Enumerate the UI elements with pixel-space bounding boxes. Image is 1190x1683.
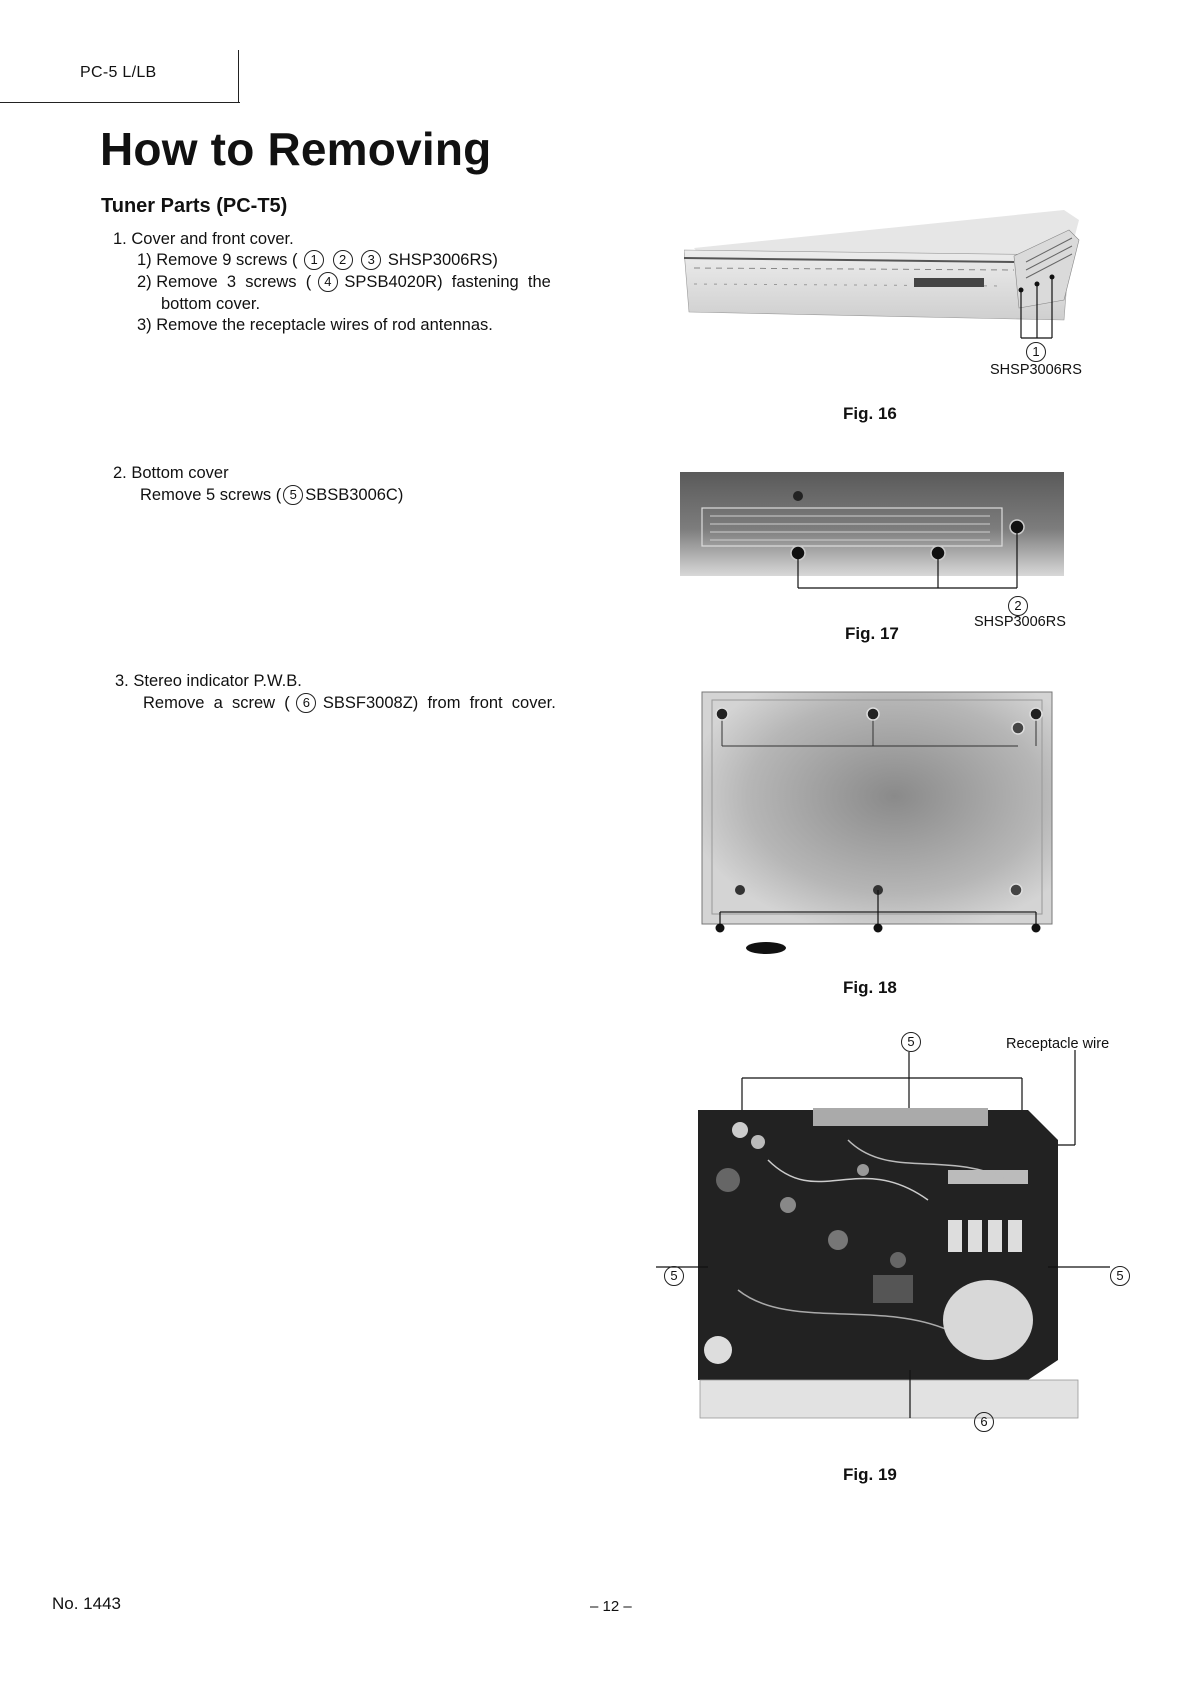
step-2-heading: 2. Bottom cover bbox=[113, 464, 229, 482]
step-2-line: Remove 5 screws ( 5 SBSB3006C) bbox=[140, 486, 404, 504]
fig19-callout-5-right: 5 bbox=[1110, 1266, 1130, 1286]
step-1-heading bbox=[113, 228, 294, 250]
section-title: Tuner Parts (PC-T5) bbox=[101, 195, 288, 217]
fig18-caption: Fig. 18 bbox=[843, 978, 897, 997]
document-number: No. 1443 bbox=[52, 1594, 121, 1613]
screw-mark: 4 bbox=[318, 272, 338, 292]
fig16-tuner-photo bbox=[684, 200, 1084, 345]
fig16-callout-1: 1 bbox=[1026, 342, 1046, 362]
screw-mark: 2 bbox=[333, 250, 353, 270]
fig19-callout-5-left: 5 bbox=[664, 1266, 684, 1286]
step-number: 1. bbox=[113, 230, 127, 248]
fig19-receptacle-label: Receptacle wire bbox=[1006, 1036, 1110, 1052]
fig19-pcb-photo bbox=[648, 1030, 1120, 1420]
header-rule-vertical bbox=[238, 50, 239, 103]
screw-mark: 5 bbox=[283, 485, 303, 505]
fig16-part-label: SHSP3006RS bbox=[990, 362, 1082, 378]
header-rule bbox=[0, 102, 240, 103]
screw-mark: 3 bbox=[361, 250, 381, 270]
fig17-caption: Fig. 17 bbox=[845, 624, 899, 643]
step-3-heading: 3. Stereo indicator P.W.B. bbox=[115, 672, 302, 690]
step-3-line: Remove a screw ( 6 SBSF3008Z) from front cover. bbox=[143, 694, 556, 712]
screw-mark: 1 bbox=[304, 250, 324, 270]
fig17-bottom-photo bbox=[680, 470, 1066, 600]
model-number: PC-5 L/LB bbox=[80, 64, 157, 81]
fig18-cover-photo bbox=[698, 690, 1058, 955]
step-1-sub-1: 1) Remove 9 screws ( 1 2 3 SHSP3006RS) bbox=[137, 251, 498, 269]
page-title: How to Removing bbox=[100, 123, 492, 175]
fig19-callout-6: 6 bbox=[974, 1412, 994, 1432]
fig19-caption: Fig. 19 bbox=[843, 1465, 897, 1484]
screw-mark: 6 bbox=[296, 693, 316, 713]
page-number: – 12 – bbox=[590, 1598, 632, 1615]
fig16-caption: Fig. 16 bbox=[843, 404, 897, 423]
step-title: Cover and front cover. bbox=[131, 230, 294, 248]
step-1-sub-2: 2) Remove 3 screws ( 4 SPSB4020R) fastening the bbox=[137, 273, 551, 291]
fig17-part-label: SHSP3006RS bbox=[974, 614, 1066, 630]
step-1-sub-2-cont: bottom cover. bbox=[161, 295, 261, 313]
fig17-callout-2: 2 bbox=[1008, 596, 1028, 616]
fig19-callout-5-top: 5 bbox=[901, 1032, 921, 1052]
step-1-sub-3: 3) Remove the receptacle wires of rod antennas. bbox=[137, 316, 493, 334]
